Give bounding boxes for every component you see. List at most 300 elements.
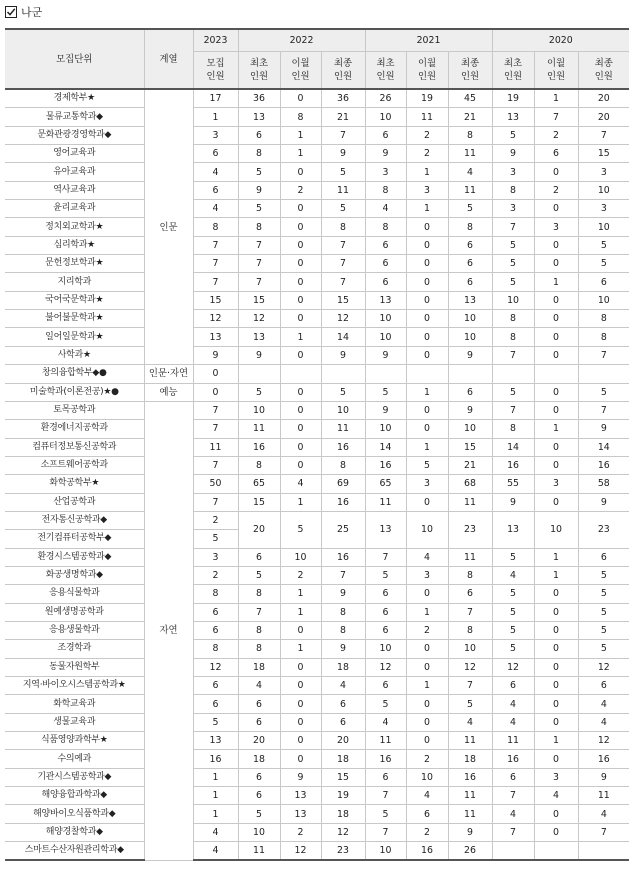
value-carry-2022: 1 <box>280 493 321 511</box>
value-carry-2022: 1 <box>280 585 321 603</box>
value-initial-2021: 10 <box>365 328 406 346</box>
value-initial-2020: 6 <box>492 677 534 695</box>
value-carry-2021: 0 <box>406 493 448 511</box>
value-initial-2020: 5 <box>492 273 534 291</box>
value-quota-2023: 5 <box>193 530 238 548</box>
value-final-2021: 7 <box>448 677 492 695</box>
value-final-2021: 11 <box>448 805 492 823</box>
value-final-2020: 16 <box>578 456 629 474</box>
unit-name: 일어일문학과★ <box>5 328 144 346</box>
value-final-2021: 21 <box>448 456 492 474</box>
value-carry-2020: 1 <box>534 732 578 750</box>
value-final-2021: 9 <box>448 823 492 841</box>
table-row <box>5 695 629 713</box>
value-quota-2023: 3 <box>193 126 238 144</box>
value-carry-2020: 1 <box>534 273 578 291</box>
header-quota: 모집 인원 <box>193 52 238 90</box>
value-final-2021: 11 <box>448 493 492 511</box>
unit-name: 지리학과 <box>5 273 144 291</box>
unit-name: 환경에너지공학과 <box>5 420 144 438</box>
value-quota-2023: 11 <box>193 438 238 456</box>
value-final-2020: 5 <box>578 621 629 639</box>
value-final-2020: 12 <box>578 658 629 676</box>
value-initial-2022: 5 <box>238 566 280 584</box>
value-quota-2023: 6 <box>193 145 238 163</box>
value-initial-2020: 16 <box>492 456 534 474</box>
unit-name: 컴퓨터정보통신공학과 <box>5 438 144 456</box>
unit-name: 국어국문학과★ <box>5 291 144 309</box>
table-row <box>5 365 629 383</box>
value-initial-2020: 5 <box>492 548 534 566</box>
value-initial-2021: 6 <box>365 768 406 786</box>
value-initial-2021: 5 <box>365 383 406 401</box>
value-initial-2021: 6 <box>365 126 406 144</box>
value-quota-2023: 3 <box>193 548 238 566</box>
value-final-2022: 18 <box>321 750 365 768</box>
value-final-2022: 9 <box>321 640 365 658</box>
unit-name: 응용생물학과 <box>5 621 144 639</box>
value-initial-2022 <box>238 365 280 383</box>
value-initial-2021: 7 <box>365 823 406 841</box>
value-carry-2021: 1 <box>406 438 448 456</box>
header-carry: 이월 인원 <box>406 52 448 90</box>
value-final-2021 <box>448 365 492 383</box>
table-row <box>5 310 629 328</box>
table-row <box>5 346 629 364</box>
value-carry-2022: 0 <box>280 310 321 328</box>
unit-name: 영어교육과 <box>5 145 144 163</box>
value-initial-2021: 11 <box>365 493 406 511</box>
value-carry-2020: 0 <box>534 640 578 658</box>
value-final-2020: 10 <box>578 181 629 199</box>
header-final: 최종 인원 <box>321 52 365 90</box>
value-initial-2022: 13 <box>238 328 280 346</box>
value-quota-2023: 12 <box>193 658 238 676</box>
value-initial-2020: 4 <box>492 805 534 823</box>
value-carry-2022: 0 <box>280 200 321 218</box>
value-final-2021: 5 <box>448 695 492 713</box>
value-final-2021: 11 <box>448 181 492 199</box>
unit-name: 물류교통학과◆ <box>5 108 144 126</box>
value-carry-2020: 10 <box>534 511 578 548</box>
unit-name: 윤리교육과 <box>5 200 144 218</box>
value-final-2022: 7 <box>321 126 365 144</box>
value-final-2022: 8 <box>321 218 365 236</box>
value-carry-2020: 2 <box>534 126 578 144</box>
value-final-2020: 12 <box>578 732 629 750</box>
value-carry-2020: 6 <box>534 145 578 163</box>
table-row <box>5 713 629 731</box>
value-initial-2022: 7 <box>238 273 280 291</box>
value-carry-2020: 0 <box>534 236 578 254</box>
value-carry-2021: 3 <box>406 475 448 493</box>
value-final-2022: 9 <box>321 346 365 364</box>
value-final-2021: 10 <box>448 310 492 328</box>
unit-name: 지역·바이오시스템공학과★ <box>5 677 144 695</box>
checkbox-checked-icon <box>5 6 17 18</box>
value-carry-2021: 1 <box>406 163 448 181</box>
value-initial-2022: 8 <box>238 145 280 163</box>
value-carry-2022: 10 <box>280 548 321 566</box>
value-final-2020: 9 <box>578 420 629 438</box>
value-initial-2022: 12 <box>238 310 280 328</box>
value-final-2021: 5 <box>448 200 492 218</box>
category-cell: 인문 <box>144 89 193 365</box>
value-quota-2023: 0 <box>193 365 238 383</box>
value-final-2020: 5 <box>578 585 629 603</box>
value-quota-2023: 8 <box>193 218 238 236</box>
value-initial-2021: 6 <box>365 621 406 639</box>
value-carry-2020: 7 <box>534 108 578 126</box>
value-initial-2022: 16 <box>238 438 280 456</box>
value-final-2022: 6 <box>321 695 365 713</box>
value-final-2020: 11 <box>578 787 629 805</box>
value-quota-2023: 1 <box>193 768 238 786</box>
value-quota-2023: 2 <box>193 566 238 584</box>
value-final-2021: 6 <box>448 585 492 603</box>
value-carry-2022: 0 <box>280 438 321 456</box>
value-carry-2022: 0 <box>280 291 321 309</box>
value-carry-2020: 0 <box>534 823 578 841</box>
value-initial-2022: 36 <box>238 89 280 108</box>
value-final-2020: 10 <box>578 218 629 236</box>
value-quota-2023: 7 <box>193 273 238 291</box>
value-carry-2022: 4 <box>280 475 321 493</box>
value-carry-2021: 4 <box>406 548 448 566</box>
value-carry-2021: 0 <box>406 401 448 419</box>
value-final-2020: 6 <box>578 548 629 566</box>
value-initial-2021: 5 <box>365 805 406 823</box>
value-initial-2022: 9 <box>238 181 280 199</box>
value-carry-2021: 16 <box>406 842 448 861</box>
value-initial-2020: 8 <box>492 310 534 328</box>
value-carry-2021: 3 <box>406 566 448 584</box>
value-carry-2021: 0 <box>406 420 448 438</box>
value-final-2020: 7 <box>578 401 629 419</box>
value-carry-2022: 0 <box>280 346 321 364</box>
value-initial-2021: 26 <box>365 89 406 108</box>
value-final-2020: 10 <box>578 291 629 309</box>
value-quota-2023: 15 <box>193 291 238 309</box>
value-final-2022: 12 <box>321 823 365 841</box>
value-final-2022: 9 <box>321 585 365 603</box>
table-row <box>5 126 629 144</box>
value-initial-2022: 4 <box>238 677 280 695</box>
value-initial-2022: 5 <box>238 805 280 823</box>
value-carry-2020: 0 <box>534 255 578 273</box>
table-row <box>5 603 629 621</box>
value-initial-2022: 15 <box>238 291 280 309</box>
value-carry-2020: 0 <box>534 585 578 603</box>
value-final-2022: 11 <box>321 181 365 199</box>
value-quota-2023: 8 <box>193 585 238 603</box>
value-carry-2021: 1 <box>406 200 448 218</box>
unit-name: 전자통신공학과◆ <box>5 511 144 529</box>
value-final-2021: 4 <box>448 713 492 731</box>
value-final-2021: 6 <box>448 383 492 401</box>
value-carry-2020: 0 <box>534 383 578 401</box>
value-final-2021: 8 <box>448 566 492 584</box>
unit-name: 문화관광경영학과◆ <box>5 126 144 144</box>
value-initial-2022: 11 <box>238 842 280 861</box>
category-cell: 자연 <box>144 401 193 860</box>
table-row <box>5 658 629 676</box>
value-carry-2022: 1 <box>280 145 321 163</box>
value-carry-2022: 0 <box>280 89 321 108</box>
value-final-2020: 20 <box>578 108 629 126</box>
value-carry-2020: 1 <box>534 566 578 584</box>
header-year-2023: 2023 <box>193 29 238 52</box>
value-carry-2022: 5 <box>280 511 321 548</box>
value-initial-2022: 6 <box>238 695 280 713</box>
value-initial-2020: 5 <box>492 236 534 254</box>
table-row <box>5 548 629 566</box>
value-carry-2021: 11 <box>406 108 448 126</box>
value-quota-2023: 4 <box>193 823 238 841</box>
unit-name: 수의예과 <box>5 750 144 768</box>
table-row <box>5 163 629 181</box>
value-initial-2022: 6 <box>238 787 280 805</box>
value-final-2022: 25 <box>321 511 365 548</box>
value-initial-2021: 65 <box>365 475 406 493</box>
value-initial-2020: 13 <box>492 108 534 126</box>
value-final-2021: 11 <box>448 787 492 805</box>
value-final-2021: 6 <box>448 255 492 273</box>
value-final-2021: 8 <box>448 126 492 144</box>
value-initial-2022: 18 <box>238 658 280 676</box>
value-initial-2022: 8 <box>238 218 280 236</box>
value-initial-2020: 12 <box>492 658 534 676</box>
value-initial-2020: 7 <box>492 346 534 364</box>
value-initial-2021: 11 <box>365 732 406 750</box>
value-carry-2021: 0 <box>406 310 448 328</box>
value-final-2020: 23 <box>578 511 629 548</box>
unit-name: 응용식물학과 <box>5 585 144 603</box>
value-final-2022: 16 <box>321 493 365 511</box>
table-row <box>5 768 629 786</box>
value-final-2022: 69 <box>321 475 365 493</box>
value-initial-2020: 5 <box>492 640 534 658</box>
value-initial-2020: 14 <box>492 438 534 456</box>
value-initial-2020: 10 <box>492 291 534 309</box>
value-initial-2021: 10 <box>365 640 406 658</box>
value-initial-2021: 7 <box>365 787 406 805</box>
header-year-2020: 2020 <box>492 29 629 52</box>
value-initial-2022: 8 <box>238 456 280 474</box>
value-carry-2021: 4 <box>406 787 448 805</box>
unit-name: 동물자원학부 <box>5 658 144 676</box>
value-quota-2023: 13 <box>193 328 238 346</box>
value-final-2022: 16 <box>321 548 365 566</box>
table-row <box>5 438 629 456</box>
value-quota-2023: 6 <box>193 181 238 199</box>
value-carry-2021: 2 <box>406 126 448 144</box>
header-carry: 이월 인원 <box>280 52 321 90</box>
value-carry-2022: 0 <box>280 273 321 291</box>
value-final-2022: 4 <box>321 677 365 695</box>
value-carry-2020: 1 <box>534 420 578 438</box>
table-row <box>5 456 629 474</box>
value-initial-2022: 5 <box>238 200 280 218</box>
value-initial-2021: 3 <box>365 163 406 181</box>
header-initial: 최초 인원 <box>365 52 406 90</box>
table-row <box>5 181 629 199</box>
unit-name: 역사교육과 <box>5 181 144 199</box>
table-row <box>5 732 629 750</box>
value-carry-2020 <box>534 365 578 383</box>
section-title-text: 나군 <box>21 6 43 19</box>
value-final-2020: 4 <box>578 695 629 713</box>
value-initial-2021: 6 <box>365 255 406 273</box>
value-initial-2022: 5 <box>238 163 280 181</box>
table-row <box>5 787 629 805</box>
value-final-2021: 4 <box>448 163 492 181</box>
unit-name: 조경학과 <box>5 640 144 658</box>
value-final-2020: 3 <box>578 163 629 181</box>
value-carry-2020: 3 <box>534 768 578 786</box>
value-carry-2020 <box>534 842 578 861</box>
unit-name: 산업공학과 <box>5 493 144 511</box>
value-initial-2020: 13 <box>492 511 534 548</box>
unit-name: 화공생명학과◆ <box>5 566 144 584</box>
value-carry-2022: 0 <box>280 677 321 695</box>
unit-name: 기관시스템공학과◆ <box>5 768 144 786</box>
value-carry-2021 <box>406 365 448 383</box>
value-carry-2022: 13 <box>280 787 321 805</box>
header-year-2021: 2021 <box>365 29 492 52</box>
value-carry-2020: 0 <box>534 493 578 511</box>
value-final-2021: 9 <box>448 346 492 364</box>
value-carry-2021: 0 <box>406 585 448 603</box>
table-row <box>5 640 629 658</box>
value-initial-2020: 16 <box>492 750 534 768</box>
table-row <box>5 420 629 438</box>
value-final-2020 <box>578 842 629 861</box>
value-initial-2020: 8 <box>492 328 534 346</box>
value-initial-2021: 13 <box>365 511 406 548</box>
value-quota-2023: 9 <box>193 346 238 364</box>
value-initial-2022: 6 <box>238 713 280 731</box>
value-final-2022: 10 <box>321 401 365 419</box>
value-carry-2021: 5 <box>406 456 448 474</box>
value-initial-2021: 10 <box>365 310 406 328</box>
table-row <box>5 108 629 126</box>
value-initial-2020: 9 <box>492 145 534 163</box>
value-initial-2020: 9 <box>492 493 534 511</box>
value-carry-2021: 19 <box>406 89 448 108</box>
value-final-2021: 9 <box>448 401 492 419</box>
value-quota-2023: 17 <box>193 89 238 108</box>
unit-name: 정치외교학과★ <box>5 218 144 236</box>
value-carry-2022: 0 <box>280 456 321 474</box>
value-initial-2020: 4 <box>492 566 534 584</box>
value-initial-2022: 11 <box>238 420 280 438</box>
value-initial-2021: 8 <box>365 181 406 199</box>
value-quota-2023: 7 <box>193 420 238 438</box>
value-carry-2020: 1 <box>534 548 578 566</box>
table-row <box>5 621 629 639</box>
section-title <box>5 4 42 20</box>
value-initial-2022: 8 <box>238 640 280 658</box>
value-quota-2023: 4 <box>193 842 238 861</box>
admission-table <box>5 28 629 861</box>
value-final-2022: 15 <box>321 291 365 309</box>
value-initial-2020: 7 <box>492 823 534 841</box>
value-initial-2020: 3 <box>492 200 534 218</box>
value-quota-2023: 7 <box>193 236 238 254</box>
value-final-2021: 6 <box>448 273 492 291</box>
table-row <box>5 328 629 346</box>
value-carry-2022: 13 <box>280 805 321 823</box>
value-final-2022: 5 <box>321 163 365 181</box>
value-final-2021: 23 <box>448 511 492 548</box>
value-carry-2020: 3 <box>534 475 578 493</box>
value-initial-2022: 8 <box>238 585 280 603</box>
value-initial-2022: 8 <box>238 621 280 639</box>
value-final-2020: 7 <box>578 126 629 144</box>
value-carry-2021: 2 <box>406 145 448 163</box>
value-carry-2022: 0 <box>280 695 321 713</box>
unit-name: 심리학과★ <box>5 236 144 254</box>
value-quota-2023: 4 <box>193 163 238 181</box>
value-initial-2021: 10 <box>365 108 406 126</box>
value-final-2021: 12 <box>448 658 492 676</box>
value-initial-2021: 7 <box>365 548 406 566</box>
value-initial-2021: 12 <box>365 658 406 676</box>
value-final-2020: 8 <box>578 310 629 328</box>
value-final-2021: 6 <box>448 236 492 254</box>
value-initial-2021: 10 <box>365 842 406 861</box>
header-unit: 모집단위 <box>5 29 144 89</box>
unit-name: 문헌정보학과★ <box>5 255 144 273</box>
value-carry-2020: 0 <box>534 658 578 676</box>
value-final-2021: 11 <box>448 732 492 750</box>
value-initial-2022: 7 <box>238 603 280 621</box>
unit-name: 유아교육과 <box>5 163 144 181</box>
value-carry-2022: 0 <box>280 163 321 181</box>
value-final-2020 <box>578 365 629 383</box>
unit-name: 사학과★ <box>5 346 144 364</box>
value-initial-2022: 20 <box>238 511 280 548</box>
value-carry-2021: 0 <box>406 218 448 236</box>
value-initial-2022: 10 <box>238 823 280 841</box>
value-initial-2021: 6 <box>365 585 406 603</box>
value-carry-2022: 1 <box>280 328 321 346</box>
value-carry-2021: 0 <box>406 236 448 254</box>
table-row <box>5 585 629 603</box>
value-final-2022: 23 <box>321 842 365 861</box>
value-initial-2022: 20 <box>238 732 280 750</box>
value-initial-2021: 10 <box>365 420 406 438</box>
unit-name: 소프트웨어공학과 <box>5 456 144 474</box>
value-initial-2021: 5 <box>365 566 406 584</box>
value-final-2020: 9 <box>578 493 629 511</box>
unit-name: 화학공학부★ <box>5 475 144 493</box>
value-carry-2020: 2 <box>534 181 578 199</box>
value-final-2020: 15 <box>578 145 629 163</box>
table-row <box>5 89 629 108</box>
value-final-2021: 10 <box>448 640 492 658</box>
table-row <box>5 236 629 254</box>
value-initial-2021: 4 <box>365 200 406 218</box>
value-initial-2022: 18 <box>238 750 280 768</box>
value-quota-2023: 50 <box>193 475 238 493</box>
value-final-2021: 10 <box>448 420 492 438</box>
value-quota-2023: 7 <box>193 401 238 419</box>
value-carry-2020: 0 <box>534 805 578 823</box>
value-initial-2021: 9 <box>365 346 406 364</box>
value-initial-2021: 6 <box>365 236 406 254</box>
